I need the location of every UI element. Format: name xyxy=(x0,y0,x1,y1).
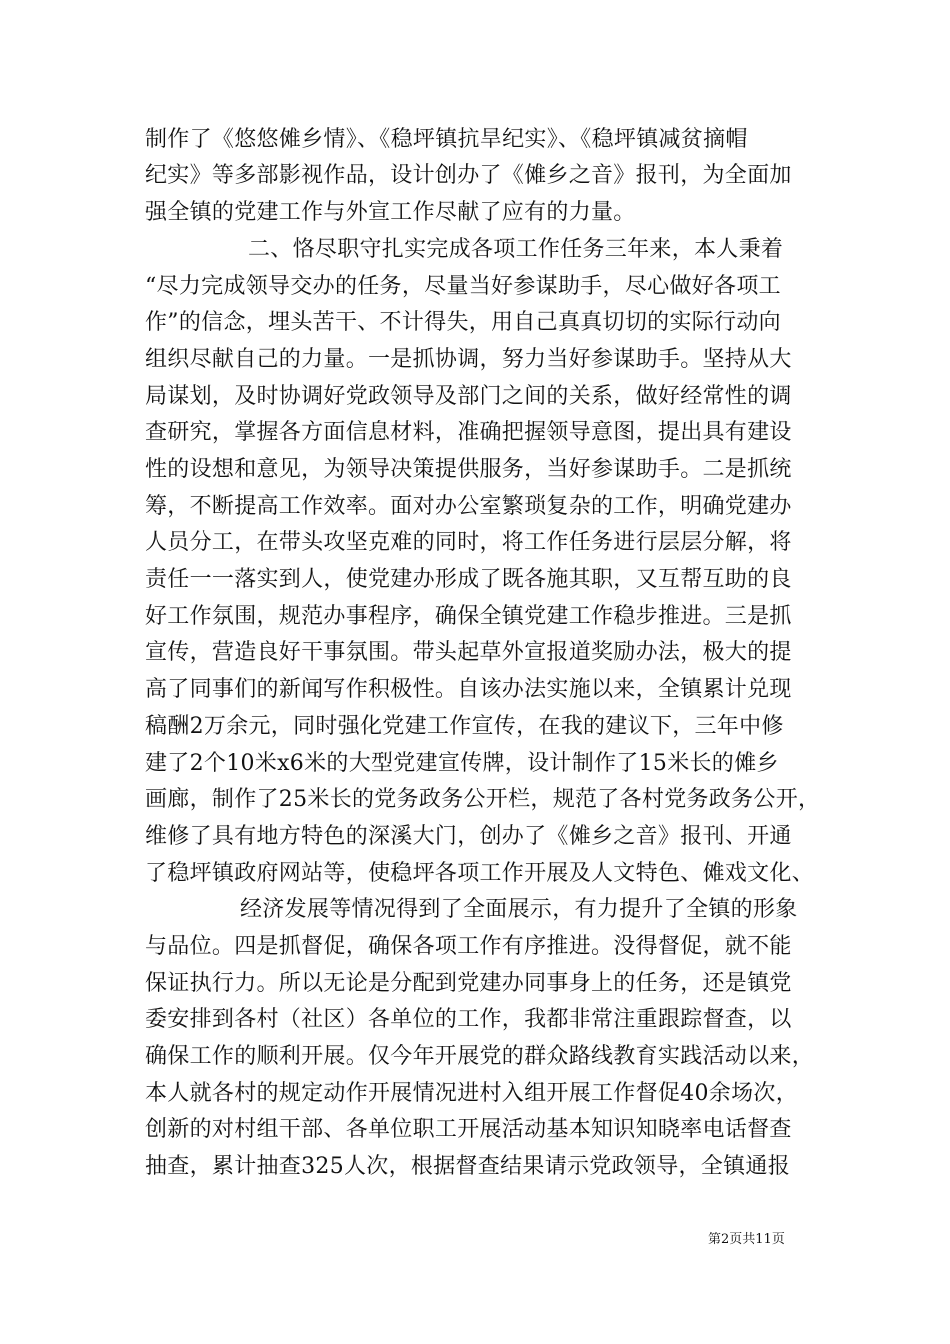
text-line: 画廊，制作了25米长的党务政务公开栏，规范了各村党务政务公开， xyxy=(145,787,821,812)
text-line: 宣传，营造良好干事氛围。带头起草外宣报道奖励办法，极大的提 xyxy=(145,640,792,665)
text-line: 强全镇的党建工作与外宣工作尽献了应有的力量。 xyxy=(145,200,636,225)
text-line: 性的设想和意见，为领导决策提供服务，当好参谋助手。二是抓统 xyxy=(145,457,792,482)
indented-text-line: 经济发展等情况得到了全面展示，有力提升了全镇的形象 xyxy=(240,897,798,922)
text-line: “尽力完成领导交办的任务，尽量当好参谋助手，尽心做好各项工 xyxy=(145,274,781,299)
text-line: 维修了具有地方特色的深溪大门，创办了《傩乡之音》报刊、开通 xyxy=(145,824,792,849)
text-line: 保证执行力。所以无论是分配到党建办同事身上的任务，还是镇党 xyxy=(145,971,792,996)
text-line: 查研究，掌握各方面信息材料，准确把握领导意图，提出具有建设 xyxy=(145,420,792,445)
text-line: 确保工作的顺利开展。仅今年开展党的群众路线教育实践活动以来， xyxy=(145,1044,815,1069)
text-line: 好工作氛围，规范办事程序，确保全镇党建工作稳步推进。三是抓 xyxy=(145,604,792,629)
text-line: 了稳坪镇政府网站等，使稳坪各项工作开展及人文特色、傩戏文化、 xyxy=(145,861,815,886)
text-line: 筹，不断提高工作效率。面对办公室繁琐复杂的工作，明确党建办 xyxy=(145,494,792,519)
text-line: 与品位。四是抓督促，确保各项工作有序推进。没得督促，就不能 xyxy=(145,934,792,959)
text-line: 抽查，累计抽查325人次，根据督查结果请示党政领导，全镇通报 xyxy=(145,1154,790,1179)
text-line: 组织尽献自己的力量。一是抓协调，努力当好参谋助手。坚持从大 xyxy=(145,347,792,372)
text-line: 建了2个10米x6米的大型党建宣传牌，设计制作了15米长的傩乡 xyxy=(145,751,779,776)
text-line: 制作了《悠悠傩乡情》、《稳坪镇抗旱纪实》、《稳坪镇减贫摘帽 xyxy=(145,127,748,152)
text-line: 纪实》等多部影视作品，设计创办了《傩乡之音》报刊，为全面加 xyxy=(145,163,792,188)
text-line: 委安排到各村（社区）各单位的工作，我都非常注重跟踪督查，以 xyxy=(145,1007,792,1032)
text-line: 责任一一落实到人，使党建办形成了既各施其职，又互帮互助的良 xyxy=(145,567,792,592)
text-line: 高了同事们的新闻写作积极性。自该办法实施以来，全镇累计兑现 xyxy=(145,677,792,702)
text-line: 局谋划，及时协调好党政领导及部门之间的关系，做好经常性的调 xyxy=(145,384,792,409)
text-line: 本人就各村的规定动作开展情况进村入组开展工作督促40余场次， xyxy=(145,1081,798,1106)
text-line: 作”的信念，埋头苦干、不计得失，用自己真真切切的实际行动向 xyxy=(145,310,781,335)
text-line: 稿酬2万余元，同时强化党建工作宣传，在我的建议下，三年中修 xyxy=(145,714,784,739)
text-line: 创新的对村组干部、各单位职工开展活动基本知识知晓率电话督查 xyxy=(145,1117,792,1142)
section-heading-line: 二、恪尽职守扎实完成各项工作任务三年来，本人秉着 xyxy=(248,237,784,262)
page-number-footer: 第2页共11页 xyxy=(708,1232,785,1247)
text-line: 人员分工，在带头攻坚克难的同时，将工作任务进行层层分解，将 xyxy=(145,530,792,555)
